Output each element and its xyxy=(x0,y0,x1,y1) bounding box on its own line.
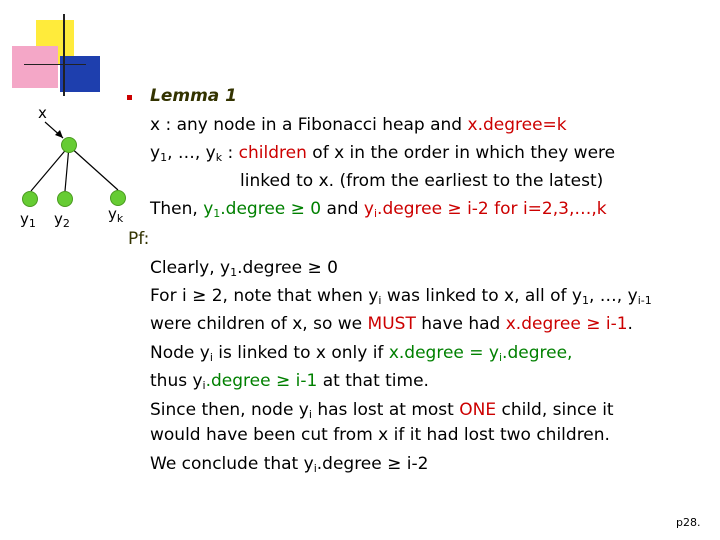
edge-x-to-yk xyxy=(69,146,118,190)
proof-line-2: For i ≥ 2, note that when $y_i$ was linked to x, all of $y_1$, …, $y_{i-1}$ xyxy=(150,286,652,307)
tree-label-x: x xyxy=(38,104,47,122)
proof-line-6: Since then, node $y_i$ has lost at most ONE child, since it xyxy=(150,400,614,421)
lemma-line-4: Then, $y_1.degree \ge 0$ and $y_i.degree \ge i-2$ for i=2,3,…,k xyxy=(150,199,607,220)
proof-line-7: would have been cut from x if it had lost two children. xyxy=(150,425,610,445)
deco-vertical-line xyxy=(63,14,65,96)
tree-node-root xyxy=(61,137,77,153)
lemma-line-1: x : any node in a Fibonacci heap and x.degree=k xyxy=(150,115,567,135)
lemma-line-3: linked to x. (from the earliest to the latest) xyxy=(240,171,604,191)
proof-line-8: We conclude that $y_i.degree \ge i-2$ xyxy=(150,454,429,475)
proof-line-1: Clearly, $y_1.degree \ge 0$ xyxy=(150,258,338,279)
tree-label-y2: $y_2$ xyxy=(54,210,70,230)
deco-blue-block xyxy=(60,56,100,92)
page-number: p28. xyxy=(676,516,701,529)
tree-node-y2 xyxy=(57,191,73,207)
edge-x-y1 xyxy=(31,146,69,191)
tree-node-yk xyxy=(110,190,126,206)
lemma-line-2: $y_1$, …, $y_k$ : children of x in the order in which they were xyxy=(150,143,616,164)
deco-pink-block xyxy=(12,46,58,88)
tree-label-y1: $y_1$ xyxy=(20,210,36,230)
proof-label: Pf: xyxy=(128,229,150,249)
bullet-marker xyxy=(127,95,132,100)
lemma-title: Lemma 1 xyxy=(150,86,238,106)
tree-node-y1 xyxy=(22,191,38,207)
proof-line-3: were children of x, so we MUST have had x.degree ≥ i-1. xyxy=(150,314,633,334)
proof-line-4: Node $y_i$ is linked to x only if x.degree = $y_i.degree$, xyxy=(150,343,573,364)
deco-horizontal-line xyxy=(24,64,86,65)
proof-line-5: thus $y_i.degree \ge i-1$ at that time. xyxy=(150,371,429,392)
tree-label-yk: $y_k$ xyxy=(108,205,124,225)
